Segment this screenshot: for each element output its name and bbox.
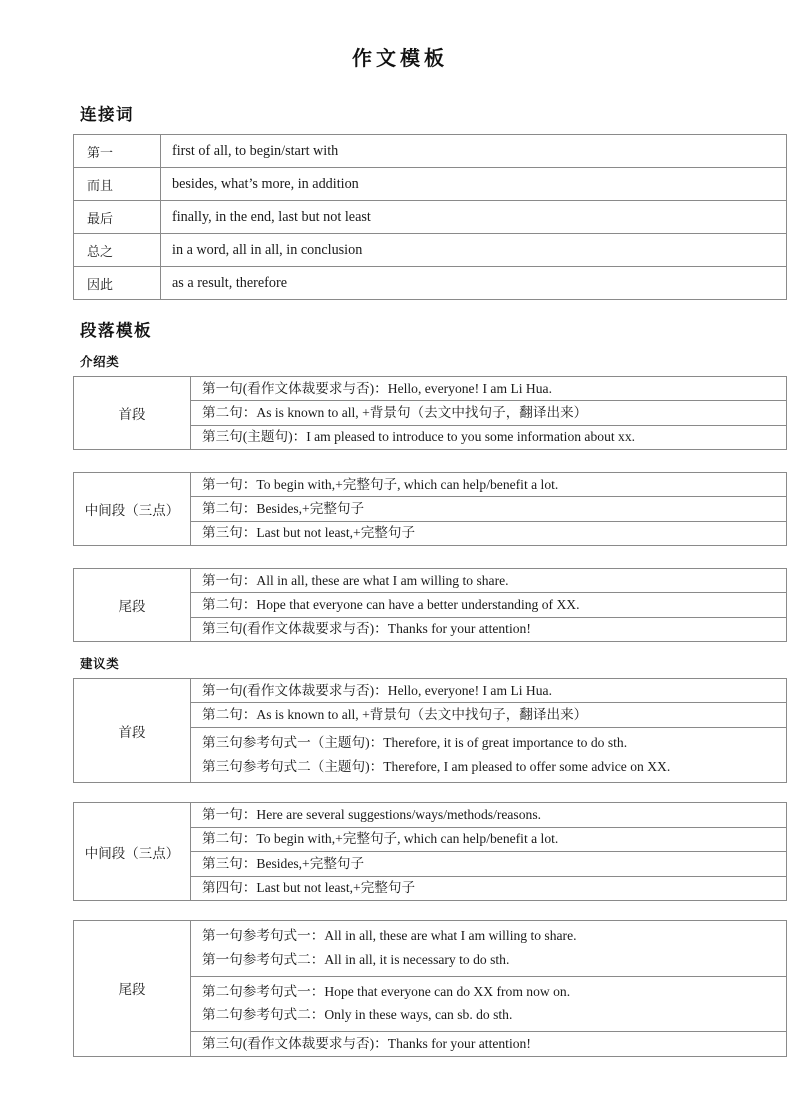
table-row bbox=[74, 267, 787, 300]
template-sentence: 第二句参考句式一：Hope that everyone can do XX from now on. bbox=[202, 984, 571, 1000]
template-sentence: 第一句：All in all, these are what I am willing to share. bbox=[191, 569, 787, 593]
template-sentence: 第一句：To begin with,+完整句子, which can help/benefit a lot. bbox=[191, 473, 787, 497]
document-title: 作文模板 bbox=[352, 48, 448, 70]
table-spacer bbox=[0, 783, 800, 802]
connective-expressions: besides, what’s more, in addition bbox=[161, 168, 787, 201]
paragraph-label: 中间段（三点） bbox=[74, 803, 191, 900]
table-row bbox=[74, 473, 787, 497]
connective-term: 最后 bbox=[74, 201, 161, 234]
table-body bbox=[74, 803, 787, 900]
template-sentence: 第三句(主题句)：I am pleased to introduce to you some information about xx. bbox=[191, 425, 787, 449]
table-body bbox=[74, 473, 787, 546]
connective-expressions: as a result, therefore bbox=[161, 267, 787, 300]
advice-middle-paragraph-table bbox=[73, 802, 787, 900]
table-row bbox=[74, 803, 787, 827]
template-sentence: 第三句参考句式二（主题句)：Therefore, I am pleased to offer some advice on XX. bbox=[202, 758, 671, 774]
table-body bbox=[74, 377, 787, 450]
template-sentence: 第二句：To begin with,+完整句子, which can help/benefit a lot. bbox=[191, 827, 787, 851]
intro-opening-paragraph-table bbox=[73, 376, 787, 450]
table-spacer bbox=[0, 546, 800, 568]
connective-term: 而且 bbox=[74, 168, 161, 201]
template-sentence-group bbox=[191, 976, 787, 1032]
table-row bbox=[74, 920, 787, 976]
template-sentence: 第二句：As is known to all, +背景句（去文中找句子，翻译出来） bbox=[191, 703, 787, 727]
connective-term: 第一 bbox=[74, 135, 161, 168]
template-sentence: 第二句：Besides,+完整句子 bbox=[191, 497, 787, 521]
subheading-intro-type: 介绍类 bbox=[80, 355, 120, 369]
table-row bbox=[74, 201, 787, 234]
table-row bbox=[74, 234, 787, 267]
template-sentence: 第一句参考句式一：All in all, these are what I am willing to share. bbox=[202, 928, 577, 944]
template-sentence: 第二句：Hope that everyone can have a better understanding of XX. bbox=[191, 593, 787, 617]
table-spacer bbox=[0, 901, 800, 920]
template-sentence: 第一句(看作文体裁要求与否)：Hello, everyone! I am Li Hua. bbox=[191, 679, 787, 703]
section-heading-paragraph-templates: 段落模板 bbox=[80, 321, 152, 340]
advice-ending-paragraph-table bbox=[73, 920, 787, 1057]
connectives-table bbox=[73, 134, 787, 300]
advice-opening-paragraph-table bbox=[73, 678, 787, 783]
paragraph-label: 中间段（三点） bbox=[74, 473, 191, 546]
template-sentence: 第四句：Last but not least,+完整句子 bbox=[191, 876, 787, 900]
table-row bbox=[74, 679, 787, 703]
connective-expressions: first of all, to begin/start with bbox=[161, 135, 787, 168]
intro-middle-paragraph-table bbox=[73, 472, 787, 546]
connective-expressions: finally, in the end, last but not least bbox=[161, 201, 787, 234]
template-sentence-group bbox=[191, 727, 787, 783]
intro-ending-paragraph-table bbox=[73, 568, 787, 642]
table-row bbox=[74, 135, 787, 168]
table-body bbox=[74, 920, 787, 1056]
connectives-table-body bbox=[74, 135, 787, 300]
connective-expressions: in a word, all in all, in conclusion bbox=[161, 234, 787, 267]
template-sentence: 第一句：Here are several suggestions/ways/methods/reasons. bbox=[191, 803, 787, 827]
template-sentence: 第三句(看作文体裁要求与否)：Thanks for your attention! bbox=[191, 617, 787, 641]
template-sentence: 第一句参考句式二：All in all, it is necessary to do sth. bbox=[202, 951, 510, 967]
table-row bbox=[74, 377, 787, 401]
paragraph-label: 首段 bbox=[74, 679, 191, 783]
subheading-advice-type: 建议类 bbox=[80, 657, 120, 672]
table-spacer bbox=[0, 450, 800, 472]
connective-term: 因此 bbox=[74, 267, 161, 300]
table-body bbox=[74, 569, 787, 642]
connective-term: 总之 bbox=[74, 234, 161, 267]
template-sentence: 第二句：As is known to all, +背景句（去文中找句子，翻译出来） bbox=[191, 401, 787, 425]
paragraph-label: 尾段 bbox=[74, 920, 191, 1056]
template-sentence: 第三句参考句式一（主题句)：Therefore, it is of great importance to do sth. bbox=[202, 735, 628, 751]
template-sentence: 第三句(看作文体裁要求与否)：Thanks for your attention! bbox=[191, 1032, 787, 1056]
template-sentence-group bbox=[191, 920, 787, 976]
section-heading-connectives: 连接词 bbox=[80, 105, 134, 124]
paragraph-label: 尾段 bbox=[74, 569, 191, 642]
template-sentence: 第三句：Besides,+完整句子 bbox=[191, 852, 787, 876]
template-sentence: 第一句(看作文体裁要求与否)：Hello, everyone! I am Li Hua. bbox=[191, 377, 787, 401]
template-sentence: 第二句参考句式二：Only in these ways, can sb. do sth. bbox=[202, 1007, 513, 1023]
template-sentence: 第三句：Last but not least,+完整句子 bbox=[191, 521, 787, 545]
paragraph-label: 首段 bbox=[74, 377, 191, 450]
table-body bbox=[74, 679, 787, 783]
table-row bbox=[74, 569, 787, 593]
table-row bbox=[74, 168, 787, 201]
